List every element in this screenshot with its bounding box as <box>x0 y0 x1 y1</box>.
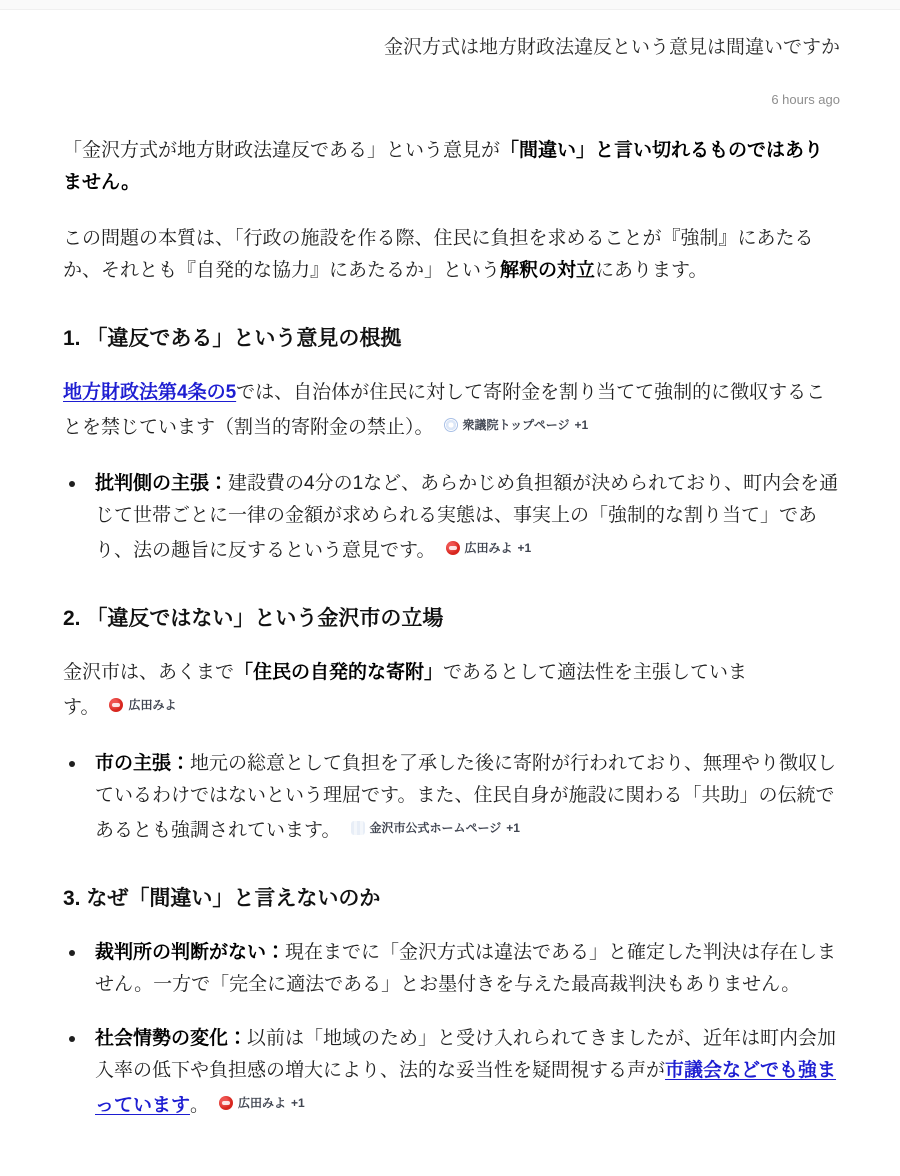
citation-hirota-miyo-source[interactable] <box>446 532 532 564</box>
citation-hirota-miyo-source[interactable] <box>219 1087 305 1119</box>
bold-text-run: 解釈の対立 <box>500 260 596 281</box>
bold-text-run: 「住民の自発的な寄附」 <box>234 662 444 683</box>
section-1-bullets <box>63 468 840 567</box>
kanazawa-favicon-icon <box>351 821 365 835</box>
bullet-no-court-ruling <box>63 937 840 1001</box>
intro-paragraph-2 <box>63 223 840 287</box>
citation-label: 広田みよ <box>238 1096 287 1110</box>
section-1-heading: 1. 「違反である」という意見の根拠 <box>63 327 402 350</box>
red-favicon-icon <box>109 698 123 712</box>
text-run: 「金沢方式が地方財政法違反である」という意見が <box>63 140 501 161</box>
text-run: です。 <box>380 540 436 561</box>
citation-label: 衆議院トップページ <box>462 418 570 432</box>
law-article-link[interactable]: 地方財政法第4条の5 <box>63 382 237 403</box>
citation-shugiin-source[interactable] <box>444 409 589 441</box>
section-3-heading: 3. なぜ「間違い」と言えないのか <box>63 887 381 910</box>
section-2-paragraph <box>63 657 840 724</box>
city-council-link[interactable]: 市議会などでも強まっています <box>95 1060 837 1116</box>
text-run: います。 <box>266 820 341 841</box>
text-run: では、自治体が住民に対して寄附金を割り当てて強制的に徴収することを禁じています（割当的寄附金の禁止） <box>63 382 826 438</box>
section-2-bullets <box>63 748 840 847</box>
intro-paragraph-1 <box>63 135 840 199</box>
bold-text-run: 社会情勢の変化： <box>95 1028 248 1049</box>
text-run: 。 <box>190 1095 210 1116</box>
bold-text-run: 市の主張： <box>95 753 191 774</box>
citation-label: 広田みよ <box>464 541 513 555</box>
chat-thread <box>0 34 900 1176</box>
red-favicon-icon <box>219 1096 233 1110</box>
globe-favicon-icon <box>444 418 458 432</box>
bullet-critics-claim <box>63 468 840 567</box>
bold-text-run: 裁判所の判断がない： <box>95 942 286 963</box>
citation-count: +1 <box>506 821 520 835</box>
citation-count: +1 <box>517 541 532 555</box>
text-run: 地元の総意として負担を了承した後に寄附が行われており、無理やり徴収しているわけではないという理屈です。また、住民自身が施設に関わる「共助」の伝統であるとも強調されて <box>95 753 837 841</box>
citation-kanazawa-city-source[interactable] <box>351 812 520 844</box>
user-message: 金沢方式は地方財政法違反という意見は間違いですか <box>383 37 840 58</box>
assistant-message <box>63 135 840 1122</box>
top-divider <box>0 0 900 10</box>
citation-label: 金沢市公式ホームページ <box>369 821 502 835</box>
text-run: にあります。 <box>595 260 708 281</box>
bullet-social-change <box>63 1023 840 1122</box>
text-run: 建設費の4分の1など、あらかじめ負担額が決められており、町内会を通じて世帯ごとに一律の金額が求められる実態は、事実上の「強制的な割り当て」であり、法の趣旨に反するという意見 <box>95 473 839 561</box>
red-favicon-icon <box>446 541 460 555</box>
text-run: 金沢市は、あくまで <box>63 662 235 683</box>
text-run: この問題の本質は、「行政の施設を作る際、住民に負担を求めることが『強制』にあたるか、それとも『自発的な協力』にあたるか」という <box>63 228 814 281</box>
section-1-paragraph <box>63 377 840 444</box>
citation-label: 広田みよ <box>128 698 177 712</box>
message-timestamp: 6 hours ago <box>771 92 840 107</box>
text-run: 以前は「地域のため」と受け入れられてきましたが、近年は町内会加入率の低下や負担感の増大により、法的な妥当性を疑問視する声が <box>95 1028 837 1081</box>
text-run: す。 <box>63 697 100 718</box>
section-2-heading: 2. 「違反ではない」という金沢市の立場 <box>63 607 444 630</box>
text-run: 現在までに「金沢方式は違法である」と確定した判決は存在しません。一方で「完全に適法である」とお墨付きを与えた最高裁判決もありません。 <box>95 942 837 995</box>
text-run: であるとして適法性を主張していま <box>443 662 748 683</box>
text-run: 。 <box>414 417 434 438</box>
bold-text-run: 「間違い」と言い切れるものではありません。 <box>63 140 824 193</box>
citation-count: +1 <box>574 418 589 432</box>
bullet-city-claim <box>63 748 840 847</box>
bold-text-run: 批判側の主張： <box>95 473 229 494</box>
section-3-bullets <box>63 937 840 1122</box>
citation-count: +1 <box>291 1096 305 1110</box>
citation-hirota-miyo-source[interactable] <box>109 689 176 721</box>
